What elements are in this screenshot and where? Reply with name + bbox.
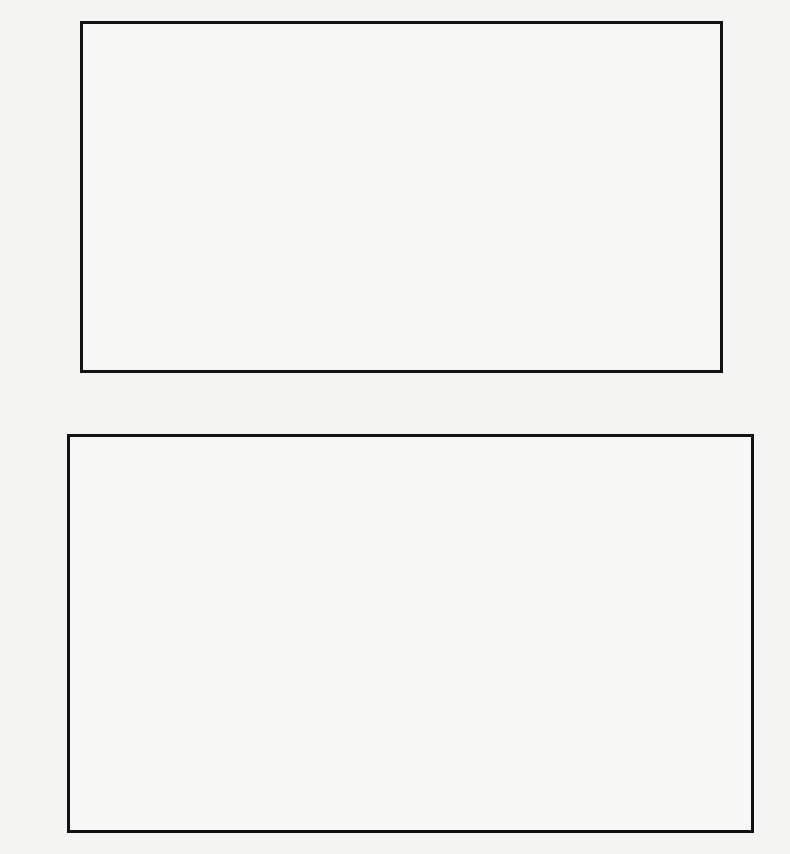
upper-book-leaf [80, 21, 723, 373]
upper-leaf-columns [83, 24, 720, 370]
lower-book-leaf [67, 434, 754, 833]
lower-leaf-columns [70, 437, 751, 830]
